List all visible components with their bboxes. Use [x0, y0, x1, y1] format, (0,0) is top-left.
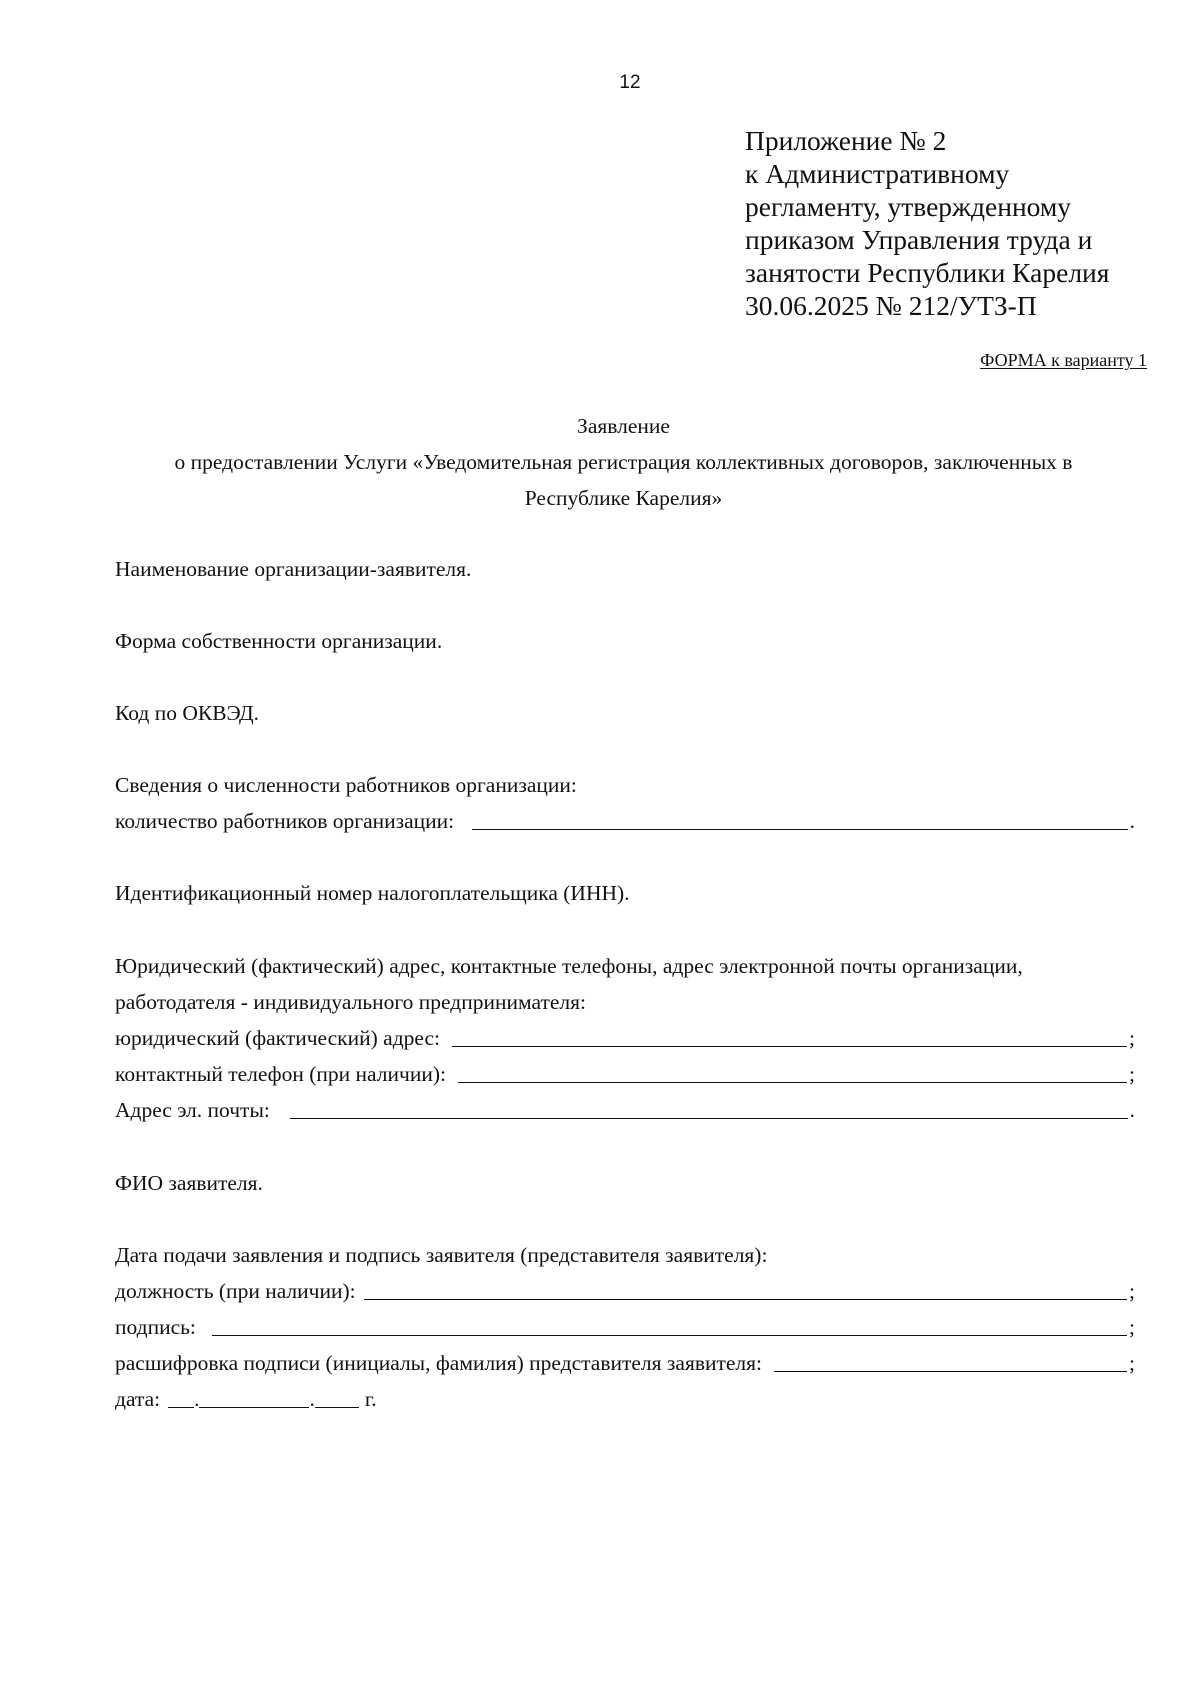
title-line: Республике Карелия» — [524, 486, 723, 510]
legal-address-field — [115, 1023, 1135, 1053]
line-end-semicolon: ; — [1129, 1026, 1135, 1050]
position-field — [115, 1276, 1135, 1306]
org-name-label: Наименование организации-заявителя. — [115, 557, 472, 581]
phone-label: контактный телефон (при наличии): — [115, 1062, 446, 1086]
date-separator: . — [309, 1387, 315, 1411]
appendix-line: приказом Управления труда и — [745, 224, 1093, 255]
title-line: о предоставлении Услуги «Уведомительная регистрация коллективных договоров, заключенных в — [174, 450, 1073, 474]
date-field — [115, 1384, 1135, 1414]
form-variant-label: ФОРМА к варианту 1 — [980, 350, 1147, 370]
date-separator: . — [194, 1387, 200, 1411]
email-blank[interactable] — [290, 1117, 1128, 1119]
signature-field — [115, 1312, 1135, 1342]
line-end-semicolon: ; — [1129, 1062, 1135, 1086]
document-title — [100, 408, 1147, 516]
position-label: должность (при наличии): — [115, 1279, 356, 1303]
position-blank[interactable] — [364, 1298, 1127, 1300]
ownership-label: Форма собственности организации. — [115, 629, 443, 653]
appendix-line: занятости Республики Карелия — [745, 257, 1110, 288]
signature-heading: Дата подачи заявления и подпись заявителя (представителя заявителя): — [115, 1243, 768, 1267]
appendix-line: регламенту, утвержденному — [745, 191, 1072, 222]
email-field — [115, 1095, 1135, 1125]
line-end-semicolon: ; — [1129, 1351, 1135, 1375]
appendix-line: к Административному — [745, 158, 1010, 189]
date-suffix: г. — [364, 1387, 377, 1411]
okved-label: Код по ОКВЭД. — [115, 701, 259, 725]
address-heading-line2: работодателя - индивидуального предпринимателя: — [115, 990, 586, 1014]
legal-address-label: юридический (фактический) адрес: — [115, 1026, 440, 1050]
headcount-heading: Сведения о численности работников организации: — [115, 773, 577, 797]
phone-field — [115, 1059, 1135, 1089]
page-number: 12 — [619, 72, 641, 93]
line-end-semicolon: ; — [1129, 1315, 1135, 1339]
fio-label: ФИО заявителя. — [115, 1171, 263, 1195]
title-line: Заявление — [577, 414, 670, 438]
decoding-blank[interactable] — [774, 1370, 1127, 1372]
headcount-blank[interactable] — [472, 828, 1127, 830]
line-end-semicolon: ; — [1129, 1279, 1135, 1303]
address-heading-line1: Юридический (фактический) адрес, контактные телефоны, адрес электронной почты организации, — [115, 954, 1023, 978]
date-label: дата: — [115, 1387, 161, 1411]
signature-blank[interactable] — [212, 1334, 1127, 1336]
date-year-blank[interactable] — [315, 1406, 359, 1408]
appendix-line: Приложение № 2 — [745, 125, 947, 156]
headcount-field — [115, 806, 1135, 836]
decoding-label: расшифровка подписи (инициалы, фамилия) представителя заявителя: — [115, 1351, 763, 1375]
headcount-label: количество работников организации: — [115, 809, 455, 833]
line-end-period: . — [1129, 1098, 1135, 1122]
decoding-field — [115, 1348, 1135, 1378]
email-label: Адрес эл. почты: — [115, 1098, 270, 1122]
legal-address-blank[interactable] — [452, 1045, 1127, 1047]
appendix-line: 30.06.2025 № 212/УТЗ-П — [745, 290, 1037, 321]
inn-label: Идентификационный номер налогоплательщика (ИНН). — [115, 881, 630, 905]
appendix-block — [745, 124, 1165, 322]
line-end-period: . — [1129, 809, 1135, 833]
signature-label: подпись: — [115, 1315, 196, 1339]
date-month-blank[interactable] — [199, 1406, 309, 1408]
date-day-blank[interactable] — [168, 1406, 194, 1408]
phone-blank[interactable] — [458, 1081, 1127, 1083]
